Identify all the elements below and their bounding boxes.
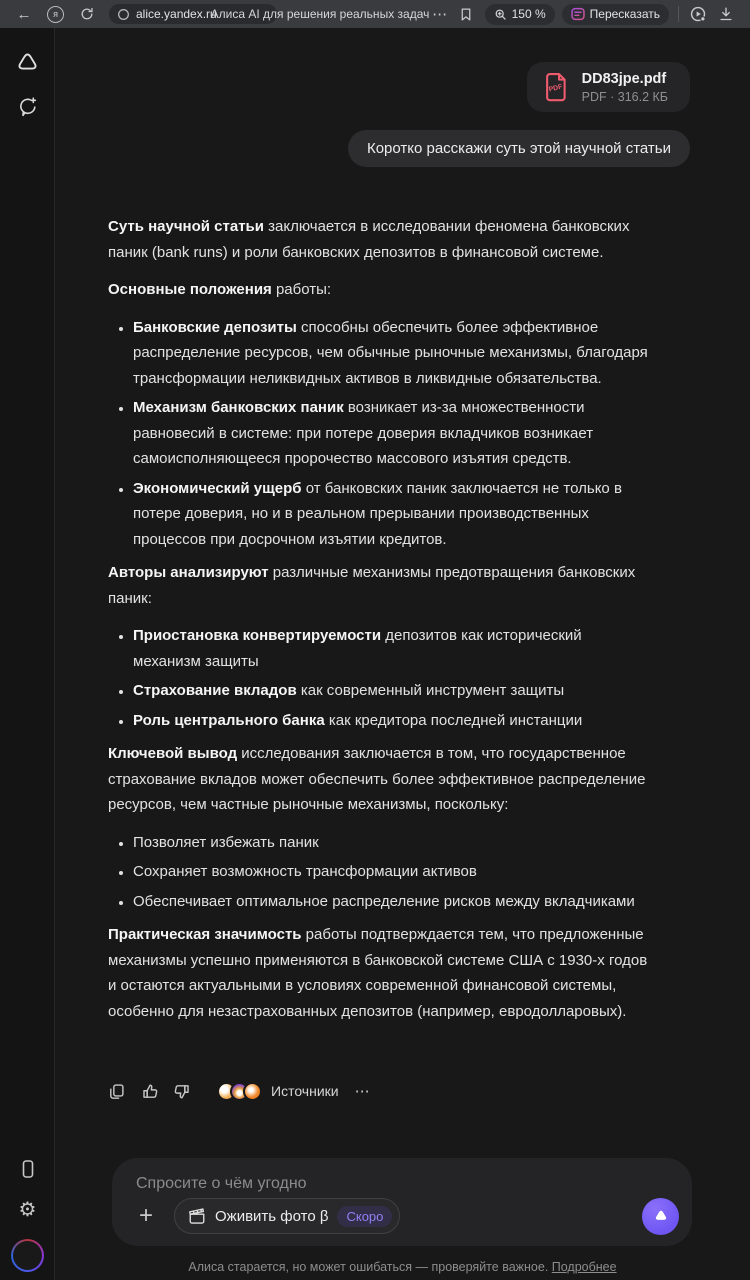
sources-label: Источники (271, 1083, 339, 1099)
assistant-message (108, 214, 648, 1036)
zoom-icon (494, 8, 507, 21)
yandex-profile-icon[interactable]: я (47, 6, 64, 23)
message-actions (106, 1081, 371, 1101)
paragraph-key-points-heading: Основные положения работы: (108, 281, 332, 298)
mobile-app-icon[interactable] (0, 1158, 55, 1180)
list-item: • Приостановка конвертируемости депозитов как исторический механизм защиты (133, 623, 648, 674)
bold-lead: Суть научной статьи (108, 218, 264, 235)
animate-photo-chip[interactable] (174, 1198, 400, 1234)
toolbar-divider (678, 6, 679, 22)
summarize-label: Пересказать (589, 7, 660, 21)
chat-input[interactable] (136, 1172, 668, 1196)
disclaimer (55, 1260, 750, 1274)
alice-voice-button[interactable] (642, 1198, 679, 1235)
attachment-filename: DD83jpe.pdf (581, 70, 667, 87)
attach-plus-icon[interactable]: + (138, 1202, 153, 1229)
list-item: • Сохраняет возможность трансформации активов (133, 859, 648, 885)
site-security-icon (117, 8, 130, 21)
user-message-text: Коротко расскажи суть этой научной статьи (366, 140, 671, 157)
alice-app-page (0, 28, 750, 1280)
summarize-button[interactable] (562, 4, 669, 25)
summarize-icon (571, 7, 585, 21)
paragraph-significance: Практическая значимость работы подтверждается тем, что предложенные механизмы успешно применяются в банковской системе США с 1930-х годов и остаются актуальными в условиях современной финансовой системы, особенно для незастрахованных депозитов (например, евродолларовых). (108, 926, 648, 1020)
composer-toolbar (132, 1197, 679, 1235)
download-icon[interactable] (716, 4, 736, 24)
message-more-icon[interactable]: ⋯ (354, 1083, 371, 1100)
list-item: • Экономический ущерб от банковских паник заключается не только в потере доверия, но и в реальном прерывании производственных процессов при досрочном изъятии кредитов. (133, 476, 648, 553)
pdf-file-icon (541, 71, 571, 103)
back-icon[interactable]: ← (16, 5, 32, 23)
list-item: • Позволяет избежать паник (133, 830, 648, 856)
sidebar (0, 28, 55, 1280)
zoom-level-value: 150 % (511, 7, 546, 21)
browser-toolbar (0, 0, 750, 28)
video-pip-icon[interactable] (688, 4, 708, 24)
mechanisms-list (108, 623, 648, 733)
thumbs-up-icon[interactable] (139, 1081, 159, 1101)
soon-badge: Скоро (337, 1206, 392, 1227)
alice-logo-icon[interactable] (0, 50, 55, 75)
key-points-list (108, 315, 648, 553)
bookmark-icon[interactable] (456, 4, 476, 24)
copy-icon[interactable] (106, 1081, 126, 1101)
list-item: • Страхование вкладов как современный инструмент защиты (133, 678, 648, 704)
clapperboard-icon (187, 1207, 207, 1225)
list-item: • Банковские депозиты способны обеспечить более эффективное распределение ресурсов, чем обычные рыночные механизмы, благодаря трансформации неликвидных активов в ликвидные обязательства. (133, 315, 648, 392)
paragraph-intro: Суть научной статьи заключается в исследовании феномена банковских паник (bank runs) и роли банковских депозитов в финансовой системе. (108, 218, 630, 261)
svg-text:PDF: PDF (547, 83, 563, 94)
user-message-bubble (348, 130, 690, 167)
alice-blob-icon (652, 1207, 670, 1225)
list-item: • Механизм банковских паник возникает из-за множественности равновесий в системе: при потере доверия вкладчиков возникает самоисполняющееся пророчество массового изъятия средств. (133, 395, 648, 472)
disclaimer-text: Алиса старается, но может ошибаться — проверяйте важное. (188, 1260, 552, 1274)
more-menu-icon[interactable]: ⋯ (432, 6, 448, 23)
conclusion-list (108, 830, 648, 915)
page-title: Алиса AI для решения реальных задач (210, 7, 430, 21)
thumbs-down-icon[interactable] (172, 1081, 192, 1101)
paragraph-authors: Авторы анализируют различные механизмы предотвращения банковских паник: (108, 564, 636, 607)
attachment-meta: PDF · 316.2 КБ (581, 89, 668, 104)
paragraph-conclusion: Ключевой вывод исследования заключается в том, что государственное страхование вкладов может обеспечить более эффективное распределение ресурсов, чем частные рыночные механизмы, поскольку: (108, 745, 646, 813)
list-item: • Обеспечивает оптимальное распределение рисков между вкладчиками (133, 889, 648, 915)
list-item: • Роль центрального банка как кредитора последней инстанции (133, 708, 648, 734)
source-favicon (243, 1082, 262, 1101)
settings-gear-icon[interactable]: ⚙ (18, 1199, 37, 1221)
zoom-level-button[interactable] (485, 4, 555, 25)
avatar-image (13, 1241, 42, 1270)
composer-panel (112, 1158, 692, 1246)
user-avatar[interactable] (11, 1239, 44, 1272)
sources-button[interactable] (217, 1082, 339, 1101)
pdf-attachment-card[interactable] (527, 62, 690, 112)
bold-lead: Основные положения (108, 281, 272, 298)
refresh-icon[interactable] (77, 4, 97, 24)
url-text: alice.yandex.ru (136, 7, 217, 21)
disclaimer-link[interactable]: Подробнее (551, 1260, 617, 1274)
new-chat-icon[interactable] (0, 95, 55, 119)
animate-photo-label: Оживить фото β (215, 1207, 329, 1225)
